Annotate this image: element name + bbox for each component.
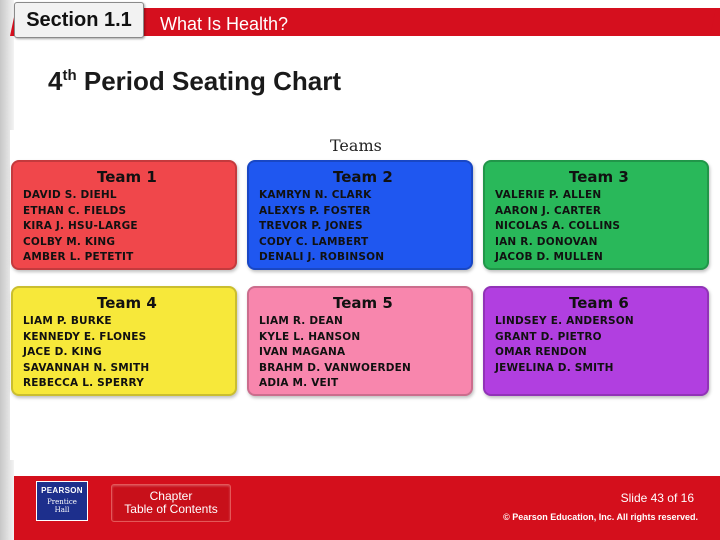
logo-line-1: Prentice [47,498,77,506]
logo-subtitle [37,498,87,514]
team-member-list [259,188,384,266]
team-member: LIAM P. BURKE [23,315,112,327]
team-card-4 [11,286,237,396]
copyright-notice: © Pearson Education, Inc. All rights reserved. [503,512,698,522]
team-member: JEWELINA D. SMITH [495,361,614,374]
team-member: AMBER L. PETETIT [23,251,134,263]
chapter-toc-button[interactable] [111,484,231,522]
team-member: ADIA M. VEIT [259,377,339,389]
team-member-list [23,188,138,266]
slide-number: Slide 43 of 16 [620,491,694,505]
team-card-3 [483,160,709,270]
team-name: Team 2 [333,168,393,186]
team-member-list [259,314,411,392]
team-member: AARON J. CARTER [495,204,602,217]
team-member: IVAN MAGANA [259,346,346,358]
team-member: SAVANNAH N. SMITH [23,361,150,374]
page-title [48,66,341,97]
team-member: JACOB D. MULLEN [495,251,603,263]
team-member: REBECCA L. SPERRY [23,377,144,389]
team-member: CODY C. LAMBERT [259,235,369,248]
team-member: TREVOR P. JONES [259,220,363,232]
logo-line-2: Hall [54,506,70,514]
team-member: IAN R. DONOVAN [495,235,598,248]
team-member: OMAR RENDON [495,346,587,358]
team-name: Team 4 [97,294,157,312]
page-title-prefix: 4 [48,66,63,96]
team-card-1 [11,160,237,270]
team-card-5 [247,286,473,396]
team-member: KYLE L. HANSON [259,330,361,343]
team-card-2 [247,160,473,270]
team-member: KAMRYN N. CLARK [259,189,372,201]
team-member-list [23,314,149,392]
team-member: BRAHM D. VANWOERDEN [259,361,412,374]
team-name: Team 3 [569,168,629,186]
section-label: Section 1.1 [26,8,132,31]
teams-heading: Teams [330,136,382,155]
team-name: Team 6 [569,294,629,312]
team-member: NICOLAS A. COLLINS [495,220,621,232]
page-title-superscript: th [62,67,77,84]
team-member: LINDSEY E. ANDERSON [495,315,634,327]
section-tab [14,2,144,38]
team-member: KIRA J. HSU-LARGE [23,220,138,232]
team-member: VALERIE P. ALLEN [495,189,602,201]
team-member: ALEXYS P. FOSTER [259,204,371,217]
team-member: JACE D. KING [23,346,102,358]
chapter-toc-line-1: Chapter [149,489,193,503]
team-member: ETHAN C. FIELDS [23,204,127,217]
team-member: LIAM R. DEAN [259,315,343,327]
team-member: DENALI J. ROBINSON [259,251,385,263]
lesson-title: What Is Health? [160,14,289,34]
pearson-logo[interactable] [36,481,88,521]
team-member: DAVID S. DIEHL [23,189,117,201]
team-name: Team 5 [333,294,393,312]
team-member: COLBY M. KING [23,235,116,248]
team-card-6 [483,286,709,396]
logo-name: PEARSON [41,486,83,495]
chapter-toc-line-2: Table of Contents [124,502,218,516]
team-member-list [495,314,634,376]
team-member: GRANT D. PIETRO [495,330,602,343]
team-name: Team 1 [97,168,157,186]
page-title-rest: Period Seating Chart [76,66,342,96]
team-member: KENNEDY E. FLONES [23,330,147,343]
team-member-list [495,188,620,266]
